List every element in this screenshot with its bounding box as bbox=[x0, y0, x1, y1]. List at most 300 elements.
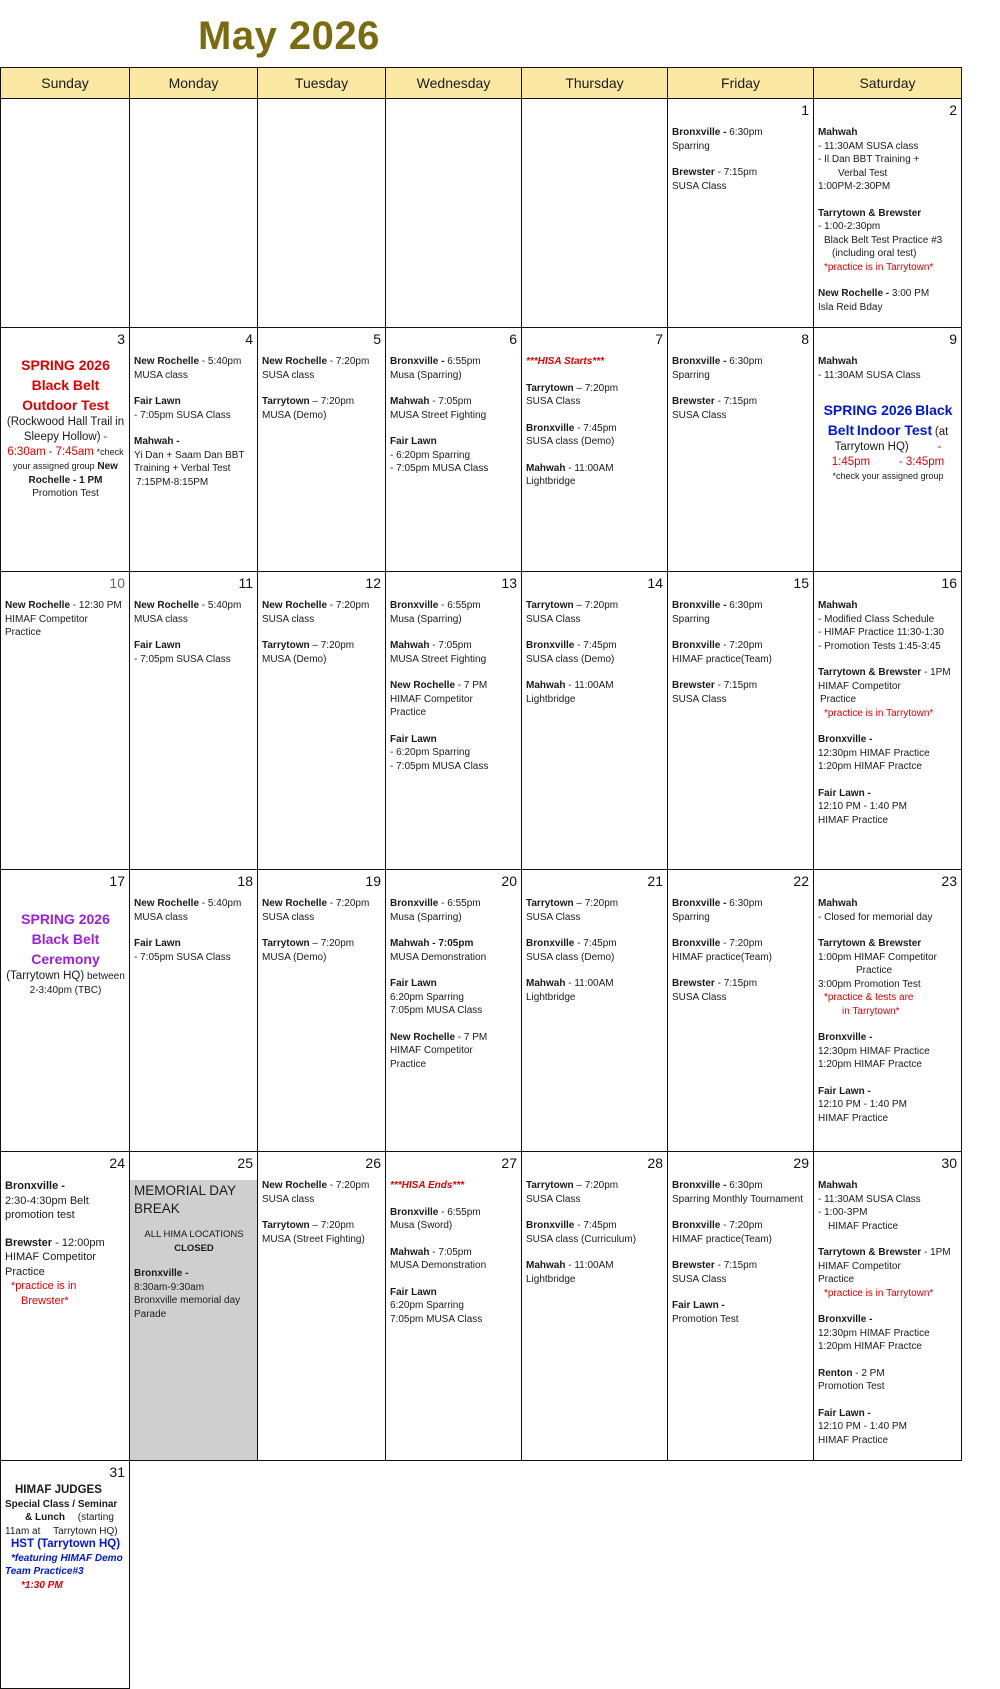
day-number: 25 bbox=[237, 1155, 253, 1171]
event-time: - 6:55pm bbox=[438, 898, 481, 909]
event-time: - 7:15pm bbox=[714, 978, 758, 989]
day-number: 29 bbox=[793, 1155, 809, 1171]
event bbox=[526, 1259, 664, 1286]
event-time: - 7:20pm bbox=[327, 356, 370, 367]
event-detail: Sparring bbox=[672, 140, 710, 152]
event-detail: MUSA class bbox=[134, 369, 188, 381]
event-note: *practice is in bbox=[11, 1280, 77, 1292]
event-detail: MUSA (Demo) bbox=[262, 951, 327, 963]
event-location: Brewster bbox=[672, 1260, 715, 1271]
day-cell-14[interactable] bbox=[522, 572, 668, 870]
event-time: – 7:20pm bbox=[573, 898, 619, 909]
event-detail: 1:00pm HIMAF Competitor bbox=[818, 951, 937, 963]
day-number: 1 bbox=[801, 102, 809, 118]
event-location: Fair Lawn bbox=[390, 1286, 437, 1298]
event bbox=[390, 1246, 518, 1273]
event-detail: HIMAF Competitor bbox=[5, 1251, 97, 1263]
event-detail: SUSA Class bbox=[526, 396, 581, 407]
day-number: 31 bbox=[109, 1464, 125, 1480]
event-location: Tarrytown bbox=[526, 600, 574, 611]
event-location: New Rochelle bbox=[134, 898, 200, 909]
event-time: - 1:00-3PM bbox=[818, 1207, 868, 1218]
event-location: Mahwah bbox=[526, 1260, 566, 1271]
event-note: *practice is in Tarrytown* bbox=[824, 707, 934, 719]
weekday-tuesday: Tuesday bbox=[258, 68, 386, 99]
event-detail: MUSA (Demo) bbox=[262, 653, 327, 665]
event-detail: MUSA class bbox=[134, 613, 188, 625]
event-detail: Bronxville memorial day bbox=[134, 1295, 241, 1306]
event-time: 6:30pm bbox=[729, 127, 763, 138]
day-cell-22[interactable] bbox=[668, 870, 814, 1152]
event-time: - 5:40pm bbox=[199, 356, 242, 367]
event-location: Brewster bbox=[672, 396, 715, 407]
event-location: Bronxville - bbox=[672, 600, 730, 611]
weekday-thursday: Thursday bbox=[522, 68, 668, 99]
day-cell-24[interactable] bbox=[1, 1152, 130, 1461]
event bbox=[526, 422, 664, 449]
day-number: 16 bbox=[941, 575, 957, 591]
weekday-sunday: Sunday bbox=[1, 68, 130, 99]
event-time: - 7:15pm bbox=[714, 167, 758, 178]
day-cell-empty bbox=[522, 99, 668, 328]
event-time: - 7:05pm bbox=[429, 1246, 472, 1258]
event bbox=[526, 462, 664, 489]
day-number: 14 bbox=[647, 575, 663, 591]
day-cell-8[interactable] bbox=[668, 328, 814, 572]
day-number: 13 bbox=[501, 575, 517, 591]
event-time: - 7:45pm bbox=[574, 422, 617, 434]
event-time: - 7:20pm bbox=[327, 600, 370, 611]
event-detail: SUSA class (Demo) bbox=[526, 951, 615, 963]
event-detail: SUSA class bbox=[262, 613, 315, 625]
event-heading: SPRING 2026 bbox=[21, 357, 110, 373]
event-location: Bronxville - bbox=[672, 1180, 730, 1191]
event-location: Brewster bbox=[5, 1236, 53, 1249]
event bbox=[134, 395, 254, 422]
event-detail: 12:10 PM - 1:40 PM bbox=[818, 1099, 907, 1110]
day-cell-empty bbox=[1, 99, 130, 328]
day-cell-20[interactable] bbox=[386, 870, 522, 1152]
event-time: between 2-3:40pm (TBC) bbox=[29, 971, 125, 996]
event-location: New Rochelle bbox=[262, 898, 328, 909]
week-row bbox=[1, 1461, 962, 1689]
weekday-header-row bbox=[1, 68, 962, 99]
event-time: - 11:00AM bbox=[565, 462, 614, 474]
event-detail: SUSA class (Demo) bbox=[526, 653, 615, 665]
event-detail: Promotion Test bbox=[672, 1313, 739, 1325]
event bbox=[818, 126, 958, 194]
day-number: 8 bbox=[801, 331, 809, 347]
event-time: - 7 PM bbox=[455, 680, 488, 691]
event-detail: - 6:20pm Sparring bbox=[390, 449, 471, 461]
event bbox=[5, 599, 126, 640]
event-location: Mahwah bbox=[818, 1180, 858, 1191]
event bbox=[672, 897, 810, 924]
event-time: - 12:00pm bbox=[52, 1236, 105, 1249]
event-heading: & Lunch bbox=[25, 1512, 65, 1523]
weekday-monday: Monday bbox=[130, 68, 258, 99]
day-cell-17[interactable] bbox=[1, 870, 130, 1152]
day-number: 10 bbox=[109, 575, 125, 591]
event-note: *check your assigned group bbox=[832, 471, 944, 481]
event-time: - 1PM bbox=[921, 667, 951, 678]
event bbox=[134, 1267, 254, 1321]
event-detail: MUSA Demonstration bbox=[390, 951, 487, 963]
event-location: Tarrytown bbox=[262, 640, 310, 651]
day-number: 22 bbox=[793, 873, 809, 889]
event bbox=[672, 166, 810, 193]
event-detail: 7:05pm MUSA Class bbox=[390, 1313, 483, 1325]
weekday-friday: Friday bbox=[668, 68, 814, 99]
event bbox=[390, 937, 518, 964]
event-location: Fair Lawn bbox=[390, 978, 437, 989]
event-detail: (at Tarrytown HQ) bbox=[834, 426, 949, 453]
event-location: New Rochelle bbox=[134, 600, 200, 611]
event-location: Tarrytown bbox=[526, 898, 574, 909]
event-note: *practice & tests are bbox=[824, 992, 914, 1003]
event bbox=[526, 382, 664, 409]
event-time: - 11:00AM bbox=[565, 1260, 614, 1271]
event-time: 1:00PM-2:30PM bbox=[818, 181, 891, 192]
event-note: *practice is in Tarrytown* bbox=[824, 261, 934, 273]
event-detail: 2:30-4:30pm Belt bbox=[5, 1194, 89, 1207]
event bbox=[672, 937, 810, 964]
event-time: - 7:45pm bbox=[574, 1220, 617, 1231]
day-number: 17 bbox=[109, 873, 125, 889]
event-time: – 7:20pm bbox=[309, 1220, 355, 1231]
day-cell-3[interactable] bbox=[1, 328, 130, 572]
event-detail: SUSA Class bbox=[526, 1193, 581, 1205]
event-detail: 12:10 PM - 1:40 PM bbox=[818, 1421, 907, 1432]
event-location: Mahwah bbox=[818, 600, 858, 611]
event-detail: SUSA class (Curriculum) bbox=[526, 1233, 637, 1245]
event-location: Fair Lawn - bbox=[818, 787, 871, 799]
event bbox=[818, 1085, 958, 1126]
event-detail: Promotion Test bbox=[818, 1381, 885, 1392]
event-detail: Practice bbox=[820, 694, 857, 705]
event-detail: - 7:05pm SUSA Class bbox=[134, 951, 231, 963]
event-detail: HIMAF Competitor bbox=[5, 613, 88, 625]
day-cell-19[interactable] bbox=[258, 870, 386, 1152]
day-cell-15[interactable] bbox=[668, 572, 814, 870]
day-number: 2 bbox=[949, 102, 957, 118]
event-detail: 12:10 PM - 1:40 PM bbox=[818, 801, 907, 812]
event bbox=[818, 207, 958, 275]
day-cell-10[interactable] bbox=[1, 572, 130, 870]
day-cell-11[interactable] bbox=[130, 572, 258, 870]
event-time: 6:30pm bbox=[729, 600, 763, 611]
day-cell-empty bbox=[130, 99, 258, 328]
day-cell-23[interactable] bbox=[814, 870, 962, 1152]
event-location: Fair Lawn bbox=[390, 733, 437, 745]
event-time: - 1PM bbox=[921, 1247, 951, 1258]
day-number: 3 bbox=[117, 331, 125, 347]
event-location: Bronxville bbox=[390, 600, 439, 611]
event-detail: HIMAF Competitor bbox=[390, 1045, 473, 1056]
day-number: 4 bbox=[245, 331, 253, 347]
event-time: - 7:20pm bbox=[327, 1180, 370, 1191]
event-location: Mahwah - bbox=[134, 436, 180, 447]
event-location: Bronxville - bbox=[672, 127, 730, 138]
week-row bbox=[1, 870, 962, 1152]
event-detail: promotion test bbox=[5, 1209, 75, 1221]
day-number: 20 bbox=[501, 873, 517, 889]
event bbox=[818, 1179, 958, 1233]
event bbox=[134, 435, 254, 489]
day-cell-empty bbox=[386, 99, 522, 328]
event-detail: 12:30pm HIMAF Practice bbox=[818, 747, 930, 759]
event-heading: HST (Tarrytown HQ) bbox=[11, 1538, 121, 1550]
event bbox=[672, 1259, 810, 1286]
event-time: - 5:40pm bbox=[199, 898, 242, 909]
event-location: Bronxville bbox=[672, 640, 721, 651]
day-number: 12 bbox=[365, 575, 381, 591]
event-time: - 11:00AM bbox=[565, 680, 614, 691]
event-detail: MUSA (Street Fighting) bbox=[262, 1233, 365, 1245]
day-number: 26 bbox=[365, 1155, 381, 1171]
event bbox=[262, 1219, 382, 1246]
day-cell-25[interactable] bbox=[130, 1152, 258, 1461]
event-detail: HIMAF Practice bbox=[818, 814, 889, 826]
event-detail: Lightbridge bbox=[526, 1273, 576, 1285]
event bbox=[262, 395, 382, 422]
event-time: 7:15PM-8:15PM bbox=[136, 476, 209, 488]
event bbox=[818, 1313, 958, 1354]
event-heading: BREAK bbox=[134, 1201, 180, 1216]
event-detail: 12:30pm HIMAF Practice bbox=[818, 1045, 930, 1057]
calendar-grid bbox=[0, 67, 962, 1689]
event-detail: SUSA Class bbox=[672, 991, 727, 1003]
event-detail: - Il Dan BBT Training + bbox=[818, 154, 920, 165]
event bbox=[134, 599, 254, 626]
event-location: Tarrytown bbox=[262, 1220, 310, 1231]
event bbox=[672, 679, 810, 706]
event-heading: SPRING 2026 bbox=[823, 402, 913, 418]
event-location: Mahwah bbox=[818, 127, 858, 138]
day-cell-7[interactable] bbox=[522, 328, 668, 572]
event-time: – 7:20pm bbox=[309, 396, 355, 407]
event-time: - 5:40pm bbox=[199, 600, 242, 611]
day-cell-2[interactable] bbox=[814, 99, 962, 328]
day-cell-28[interactable] bbox=[522, 1152, 668, 1461]
day-number: 27 bbox=[501, 1155, 517, 1171]
event-detail: (including oral test) bbox=[832, 248, 917, 259]
event bbox=[526, 897, 664, 924]
event-location: Bronxville - bbox=[818, 1032, 873, 1043]
event-time: - 1:45pm bbox=[831, 441, 942, 468]
event-location: New Rochelle bbox=[262, 1180, 328, 1191]
event-detail: Practice bbox=[856, 965, 893, 976]
event-detail: LOCATIONS bbox=[189, 1229, 244, 1240]
event bbox=[526, 639, 664, 666]
event bbox=[818, 897, 958, 924]
event-detail: HIMAF practice(Team) bbox=[672, 653, 773, 665]
event-location: Fair Lawn bbox=[390, 436, 437, 447]
event bbox=[262, 599, 382, 626]
event-time: - 7:05pm bbox=[429, 396, 472, 407]
event-detail: in Sleepy Hollow) bbox=[23, 416, 125, 443]
event-time: 3:00 PM bbox=[891, 288, 930, 299]
day-cell-21[interactable] bbox=[522, 870, 668, 1152]
event-location: New Rochelle bbox=[262, 356, 328, 367]
event bbox=[134, 639, 254, 666]
event-time: - 2 PM bbox=[852, 1367, 885, 1379]
event-detail: (starting 11am at bbox=[5, 1512, 114, 1537]
event-location: Mahwah - 7:05pm bbox=[390, 938, 474, 949]
event-detail: (Tarrytown HQ) bbox=[6, 970, 85, 982]
event-location: Fair Lawn - bbox=[818, 1407, 871, 1419]
day-cell-1[interactable] bbox=[668, 99, 814, 328]
day-number: 19 bbox=[365, 873, 381, 889]
event-detail: Training + Verbal Test bbox=[134, 463, 231, 474]
event-time: 6:30pm bbox=[729, 898, 763, 909]
event-location: Bronxville bbox=[672, 1220, 721, 1231]
event bbox=[262, 639, 382, 666]
day-cell-31[interactable] bbox=[1, 1461, 130, 1689]
event-detail: Black Belt Test Practice #3 bbox=[824, 234, 943, 246]
week-row bbox=[1, 1152, 962, 1461]
day-cell-empty bbox=[258, 99, 386, 328]
event-time: - 1:00-2:30pm bbox=[818, 221, 881, 232]
event-detail: SUSA Class bbox=[672, 1273, 727, 1285]
day-cell-4[interactable] bbox=[130, 328, 258, 572]
event-detail: 3:00pm Promotion Test bbox=[818, 978, 921, 990]
event bbox=[262, 355, 382, 382]
event-location: New Rochelle - 1 PM bbox=[28, 461, 118, 486]
event-location: Fair Lawn bbox=[134, 396, 181, 407]
event-location: Fair Lawn - bbox=[818, 1085, 871, 1097]
event-location: Bronxville - bbox=[5, 1180, 65, 1192]
event-time: - 7:20pm bbox=[720, 938, 763, 949]
event-location: Brewster bbox=[672, 167, 715, 178]
event-time: - 7:20pm bbox=[720, 1220, 763, 1231]
event-detail: MUSA Demonstration bbox=[390, 1260, 487, 1271]
event bbox=[818, 666, 958, 720]
event-detail: Sparring bbox=[672, 911, 710, 923]
event bbox=[818, 787, 958, 828]
event-detail: MUSA Street Fighting bbox=[390, 409, 487, 421]
event-detail: Sparring bbox=[672, 613, 710, 625]
event-heading: Special Class / Seminar bbox=[5, 1498, 118, 1510]
event-time: - 3:45pm bbox=[898, 456, 945, 468]
event-detail: - HIMAF Practice 11:30-1:30 bbox=[818, 627, 944, 638]
day-cell-16[interactable] bbox=[814, 572, 962, 870]
day-number: 18 bbox=[237, 873, 253, 889]
event bbox=[390, 1286, 518, 1327]
event bbox=[390, 639, 518, 666]
event-time: - 6:30am bbox=[7, 431, 108, 458]
event-heading: Black Belt bbox=[827, 402, 953, 438]
event bbox=[390, 977, 518, 1018]
event-detail: Demo Team Practice#3 bbox=[5, 1552, 123, 1577]
event-location: New Rochelle bbox=[390, 680, 456, 691]
event-detail: - Closed for memorial day bbox=[818, 911, 933, 923]
day-cell-9[interactable] bbox=[814, 328, 962, 572]
event-location: Renton bbox=[818, 1367, 853, 1379]
event-location: Bronxville - bbox=[390, 356, 448, 367]
event-detail: HIMAF Competitor bbox=[818, 680, 901, 692]
event-detail: 1:20pm HIMAF Practce bbox=[818, 1059, 922, 1070]
event-time: - 7:20pm bbox=[327, 898, 370, 909]
day-number: 9 bbox=[949, 331, 957, 347]
event-detail: Yi Dan + Saam Dan BBT bbox=[134, 449, 245, 461]
event bbox=[818, 1031, 958, 1072]
event-location: Bronxville - bbox=[818, 734, 873, 745]
day-cell-18[interactable] bbox=[130, 870, 258, 1152]
day-cell-30[interactable] bbox=[814, 1152, 962, 1461]
event-detail: Promotion Test bbox=[32, 488, 99, 499]
event-detail: Parade bbox=[134, 1308, 167, 1320]
event-location: Mahwah bbox=[526, 462, 566, 474]
day-cell-26[interactable] bbox=[258, 1152, 386, 1461]
event-banner: ***HISA Ends*** bbox=[390, 1180, 465, 1191]
event-detail: HIMAF Practice bbox=[818, 1434, 889, 1446]
event bbox=[818, 1367, 958, 1394]
event bbox=[390, 599, 518, 626]
day-number: 11 bbox=[238, 575, 253, 591]
event-time: *1:30 PM bbox=[21, 1579, 63, 1591]
event-note: in Tarrytown* bbox=[842, 1005, 900, 1017]
event-location: Brewster bbox=[672, 680, 715, 691]
event bbox=[526, 977, 664, 1004]
event bbox=[818, 1407, 958, 1448]
event bbox=[390, 395, 518, 422]
day-cell-6[interactable] bbox=[386, 328, 522, 572]
event-location: Tarrytown & Brewster bbox=[818, 938, 922, 949]
event bbox=[672, 355, 810, 382]
day-cell-27[interactable] bbox=[386, 1152, 522, 1461]
event-detail: - 7:05pm MUSA Class bbox=[390, 463, 489, 474]
event-detail: 1:20pm HIMAF Practce bbox=[818, 1341, 922, 1352]
event-detail: CLOSED bbox=[174, 1242, 214, 1254]
event-detail: *featuring HIMAF bbox=[11, 1552, 93, 1564]
event bbox=[672, 977, 810, 1004]
day-cell-13[interactable] bbox=[386, 572, 522, 870]
event-detail: - 6:20pm Sparring bbox=[390, 747, 471, 758]
event-location: Bronxville bbox=[526, 1220, 575, 1231]
event bbox=[818, 355, 958, 382]
day-cell-5[interactable] bbox=[258, 328, 386, 572]
event-location: New Rochelle bbox=[134, 356, 200, 367]
event-detail: MUSA class bbox=[134, 911, 188, 923]
event-banner: ***HISA Starts*** bbox=[526, 356, 604, 367]
event bbox=[672, 395, 810, 422]
event bbox=[390, 1206, 518, 1233]
day-cell-29[interactable] bbox=[668, 1152, 814, 1461]
event-detail: Practice bbox=[5, 1265, 45, 1278]
day-cell-12[interactable] bbox=[258, 572, 386, 870]
event-time: 6:30pm bbox=[729, 356, 763, 367]
event bbox=[526, 1219, 664, 1246]
event-detail: HIMAF Practice bbox=[818, 1112, 889, 1124]
event-location: Tarrytown bbox=[526, 382, 574, 394]
event bbox=[390, 1031, 518, 1072]
event-detail: Musa (Sparring) bbox=[390, 369, 462, 381]
day-number: 23 bbox=[941, 873, 957, 889]
event-detail: Musa (Sword) bbox=[390, 1220, 453, 1231]
event-time: 6:55pm bbox=[447, 356, 481, 367]
event-detail: Lightbridge bbox=[526, 476, 576, 487]
event bbox=[134, 897, 254, 924]
week-row bbox=[1, 99, 962, 328]
event-location: Brewster bbox=[672, 978, 715, 989]
event-detail: SUSA class (Demo) bbox=[526, 436, 615, 447]
week-row bbox=[1, 328, 962, 572]
event-detail: - 7:05pm SUSA Class bbox=[134, 653, 231, 665]
event-detail: SUSA class bbox=[262, 911, 315, 923]
event bbox=[5, 1179, 126, 1223]
event-detail: Practice bbox=[818, 1274, 855, 1285]
